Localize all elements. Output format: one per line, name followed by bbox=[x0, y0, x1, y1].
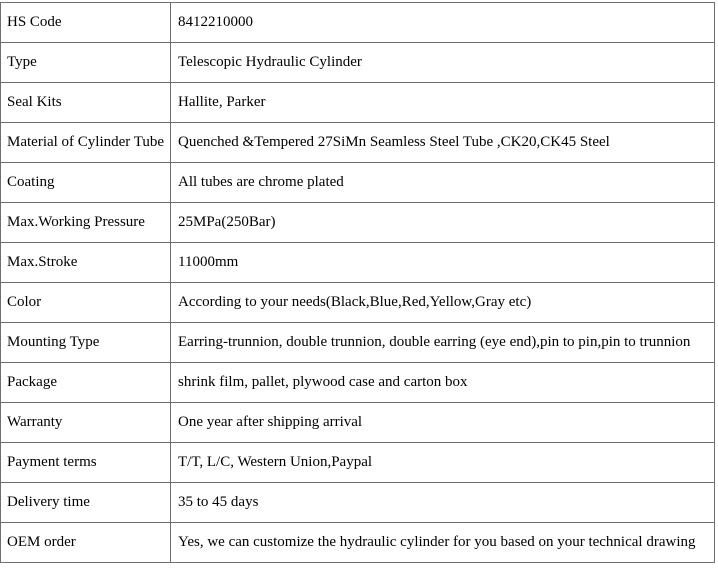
row-value: T/T, L/C, Western Union,Paypal bbox=[171, 443, 715, 483]
table-row bbox=[1, 523, 715, 563]
row-label: Delivery time bbox=[1, 483, 171, 523]
row-value: 35 to 45 days bbox=[171, 483, 715, 523]
row-value: 25MPa(250Bar) bbox=[171, 203, 715, 243]
table-row bbox=[1, 323, 715, 363]
row-label: Seal Kits bbox=[1, 83, 171, 123]
table-row bbox=[1, 443, 715, 483]
row-label: Mounting Type bbox=[1, 323, 171, 363]
table-row bbox=[1, 83, 715, 123]
row-value: shrink film, pallet, plywood case and carton box bbox=[171, 363, 715, 403]
table-row bbox=[1, 123, 715, 163]
row-value: Quenched &Tempered 27SiMn Seamless Steel Tube ,CK20,CK45 Steel bbox=[171, 123, 715, 163]
row-label: Max.Stroke bbox=[1, 243, 171, 283]
table-row bbox=[1, 243, 715, 283]
row-value: 8412210000 bbox=[171, 3, 715, 43]
row-label: Type bbox=[1, 43, 171, 83]
row-label: OEM order bbox=[1, 523, 171, 563]
row-label: Package bbox=[1, 363, 171, 403]
spec-table bbox=[0, 2, 715, 563]
table-row bbox=[1, 403, 715, 443]
table-row bbox=[1, 3, 715, 43]
row-value: 11000mm bbox=[171, 243, 715, 283]
row-value: Earring-trunnion, double trunnion, double earring (eye end),pin to pin,pin to trunnion bbox=[171, 323, 715, 363]
table-row bbox=[1, 43, 715, 83]
row-value: All tubes are chrome plated bbox=[171, 163, 715, 203]
row-value: One year after shipping arrival bbox=[171, 403, 715, 443]
table-row bbox=[1, 483, 715, 523]
row-value: Yes, we can customize the hydraulic cylinder for you based on your technical drawing bbox=[171, 523, 715, 563]
row-label: Payment terms bbox=[1, 443, 171, 483]
row-label: HS Code bbox=[1, 3, 171, 43]
table-row bbox=[1, 163, 715, 203]
row-value: According to your needs(Black,Blue,Red,Yellow,Gray etc) bbox=[171, 283, 715, 323]
row-label: Max.Working Pressure bbox=[1, 203, 171, 243]
row-label: Warranty bbox=[1, 403, 171, 443]
table-row bbox=[1, 283, 715, 323]
row-label: Material of Cylinder Tube bbox=[1, 123, 171, 163]
row-value: Telescopic Hydraulic Cylinder bbox=[171, 43, 715, 83]
row-value: Hallite, Parker bbox=[171, 83, 715, 123]
table-row bbox=[1, 363, 715, 403]
row-label: Color bbox=[1, 283, 171, 323]
row-label: Coating bbox=[1, 163, 171, 203]
table-row bbox=[1, 203, 715, 243]
